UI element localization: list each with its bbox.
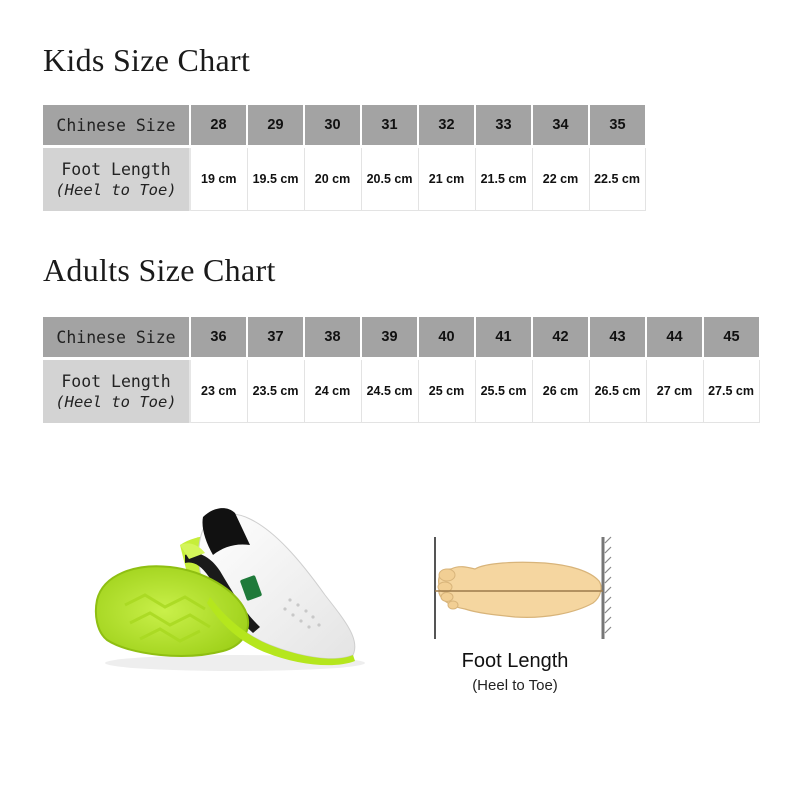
size-cell: 43 (589, 317, 646, 359)
length-cell: 26.5 cm (589, 359, 646, 423)
size-cell: 33 (475, 105, 532, 147)
shoe-illustration (85, 505, 375, 675)
size-cell: 36 (190, 317, 247, 359)
foot-length-label: Foot Length (61, 371, 171, 391)
row-label-chinese-size: Chinese Size (43, 105, 190, 147)
adults-size-chart-title: Adults Size Chart (43, 252, 276, 288)
size-cell: 41 (475, 317, 532, 359)
length-cell: 25.5 cm (475, 359, 532, 423)
foot-diagram-caption (415, 650, 615, 694)
size-row (43, 105, 645, 147)
size-cell: 35 (589, 105, 645, 147)
size-cell: 44 (646, 317, 703, 359)
size-row (43, 317, 759, 359)
foot-length-diagram (425, 535, 615, 645)
size-cell: 39 (361, 317, 418, 359)
size-cell: 29 (247, 105, 304, 147)
length-cell: 22 cm (532, 147, 589, 211)
foot-length-row (43, 147, 645, 211)
size-cell: 32 (418, 105, 475, 147)
length-cell: 23.5 cm (247, 359, 304, 423)
length-cell: 26 cm (532, 359, 589, 423)
length-cell: 23 cm (190, 359, 247, 423)
foot-length-caption: Foot Length (461, 650, 569, 672)
size-cell: 40 (418, 317, 475, 359)
length-cell: 27.5 cm (703, 359, 759, 423)
foot-length-row (43, 359, 759, 423)
length-cell: 24.5 cm (361, 359, 418, 423)
length-cell: 21 cm (418, 147, 475, 211)
kids-size-table (43, 105, 646, 211)
size-cell: 37 (247, 317, 304, 359)
row-label-foot-length (43, 359, 190, 423)
size-cell: 38 (304, 317, 361, 359)
size-cell: 45 (703, 317, 759, 359)
row-label-chinese-size: Chinese Size (43, 317, 190, 359)
size-cell: 28 (190, 105, 247, 147)
length-cell: 20.5 cm (361, 147, 418, 211)
foot-length-label: Foot Length (61, 159, 171, 179)
heel-to-toe-label: (Heel to Toe) (55, 392, 177, 411)
length-cell: 25 cm (418, 359, 475, 423)
length-cell: 22.5 cm (589, 147, 645, 211)
heel-to-toe-caption: (Heel to Toe) (472, 677, 558, 694)
kids-size-chart-title: Kids Size Chart (43, 42, 251, 78)
size-cell: 30 (304, 105, 361, 147)
heel-to-toe-label: (Heel to Toe) (55, 180, 177, 199)
length-cell: 19.5 cm (247, 147, 304, 211)
size-cell: 31 (361, 105, 418, 147)
size-cell: 34 (532, 105, 589, 147)
size-cell: 42 (532, 317, 589, 359)
length-cell: 24 cm (304, 359, 361, 423)
row-label-foot-length (43, 147, 190, 211)
length-cell: 20 cm (304, 147, 361, 211)
adults-size-table (43, 317, 760, 423)
length-cell: 21.5 cm (475, 147, 532, 211)
length-cell: 19 cm (190, 147, 247, 211)
length-cell: 27 cm (646, 359, 703, 423)
